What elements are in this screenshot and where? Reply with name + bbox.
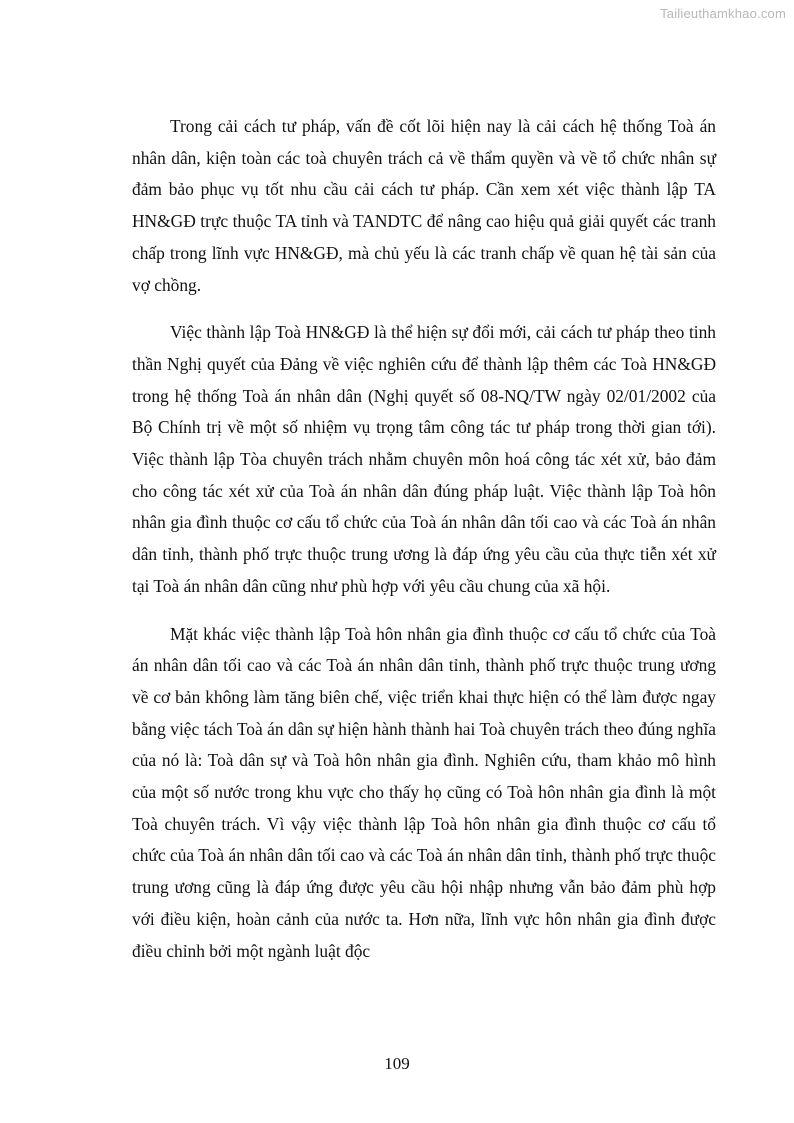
paragraph-3: Mặt khác việc thành lập Toà hôn nhân gia đình thuộc cơ cấu tổ chức của Toà án nhân dân tối cao và các Toà án nhân dân tỉnh, thành phố trực thuộc trung ương về cơ bản không làm tăng biên chế, việc triển khai thực hiện có thể làm được ngay bằng việc tách Toà án dân sự hiện hành thành hai Toà chuyên trách theo đúng nghĩa của nó là: Toà dân sự và Toà hôn nhân gia đình. Nghiên cứu, tham khảo mô hình của một số nước trong khu vực cho thấy họ cũng có Toà hôn nhân gia đình là một Toà chuyên trách. Vì vậy việc thành lập Toà hôn nhân gia đình thuộc cơ cấu tổ chức của Toà án nhân dân tối cao và các Toà án nhân dân tỉnh, thành phố trực thuộc trung ương cũng là đáp ứng được yêu cầu hội nhập nhưng vẫn bảo đảm phù hợp với điều kiện, hoàn cảnh của nước ta. Hơn nữa, lĩnh vực hôn nhân gia đình được điều chỉnh bởi một ngành luật độc [132,623,716,961]
watermark-text: Tailieuthamkhao.com [660,6,786,21]
page-number: 109 [384,1054,410,1073]
paragraph-1: Trong cải cách tư pháp, vấn đề cốt lõi hiện nay là cải cách hệ thống Toà án nhân dân, kiện toàn các toà chuyên trách cả về thẩm quyền và về tổ chức nhân sự đảm bảo phục vụ tốt nhu cầu cải cách tư pháp. Cần xem xét việc thành lập TA HN&GĐ trực thuộc TA tỉnh và TANDTC để nâng cao hiệu quả giải quyết các tranh chấp trong lĩnh vực HN&GĐ, mà chủ yếu là các tranh chấp về quan hệ tài sản của vợ chồng. [132,116,716,295]
paragraph-2: Việc thành lập Toà HN&GĐ là thể hiện sự đổi mới, cải cách tư pháp theo tinh thần Nghị quyết của Đảng về việc nghiên cứu để thành lập thêm các Toà HN&GĐ trong hệ thống Toà án nhân dân (Nghị quyết số 08-NQ/TW ngày 02/01/2002 của Bộ Chính trị về một số nhiệm vụ trọng tâm công tác tư pháp trong thời gian tới). Việc thành lập Tòa chuyên trách nhằm chuyên môn hoá công tác xét xử, bảo đảm cho công tác xét xử của Toà án nhân dân đúng pháp luật. Việc thành lập Toà hôn nhân gia đình thuộc cơ cấu tổ chức của Toà án nhân dân tối cao và các Toà án nhân dân tỉnh, thành phố trực thuộc trung ương là đáp ứng yêu cầu của thực tiễn xét xử tại Toà án nhân dân cũng như phù hợp với yêu cầu chung của xã hội. [132,322,716,596]
document-body [132,111,716,983]
